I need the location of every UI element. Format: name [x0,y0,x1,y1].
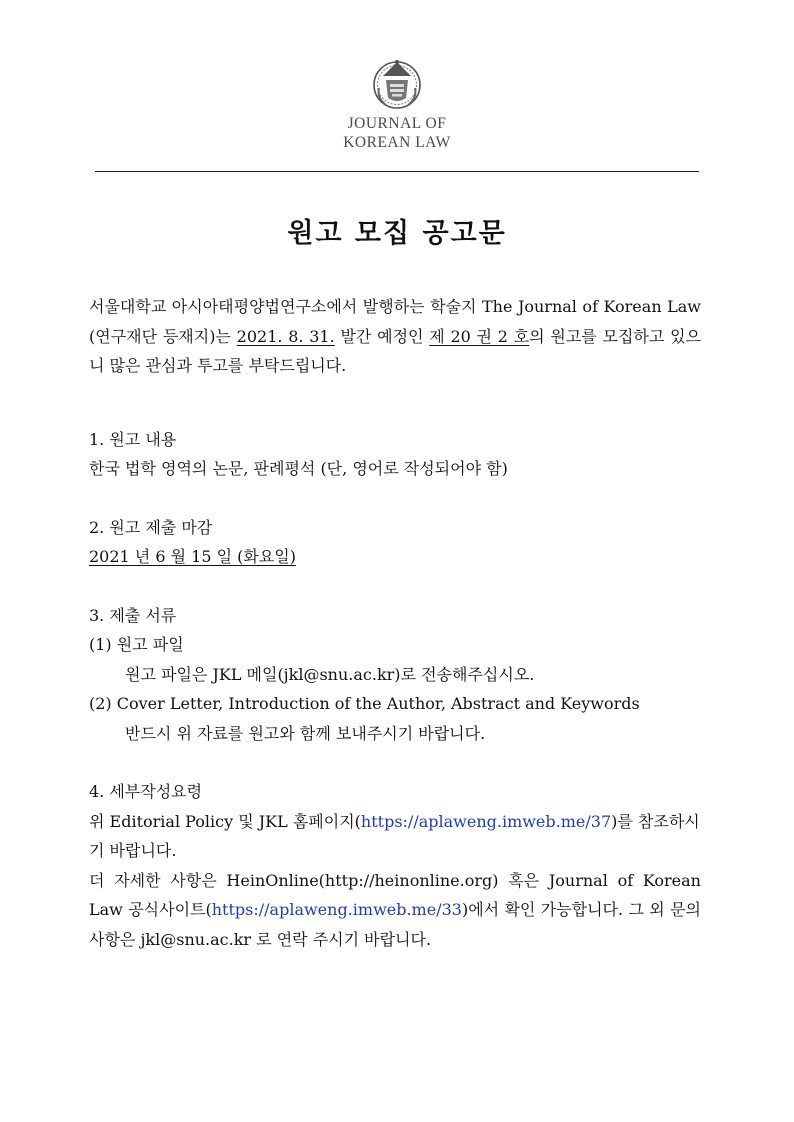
section-guidelines [89,777,701,866]
intro-text-2: 발간 예정인 [334,326,430,346]
guidelines-text-after: )를 참조하시기 바랍니다. [89,811,700,860]
guidelines-text [89,807,701,866]
section-documents [89,601,701,749]
issue-number: 제 20 권 2 호 [429,326,530,346]
section-heading: 1. 원고 내용 [89,429,177,449]
document-item-label: (2) Cover Letter, Introduction of the Author, Abstract and Keywords [89,694,640,713]
journal-name-line1: JOURNAL OF [347,115,447,132]
header-divider [95,171,699,172]
publication-date: 2021. 8. 31. [236,326,335,346]
closing-paragraph [89,866,701,955]
document-item-detail: 원고 파일은 JKL 메일(jkl@snu.ac.kr)로 전송해주십시오. [125,664,535,684]
journal-logo [0,58,794,152]
deadline-date: 2021 년 6 월 15 일 (화요일) [89,547,296,566]
seoul-national-university-seal-icon [371,58,423,110]
closing-text-1: 더 자세한 사항은 HeinOnline(http://heinonline.org) 혹은 Journal of Korean Law 공식사이트( [89,870,701,919]
homepage-link[interactable]: https://aplaweng.imweb.me/37 [360,811,612,831]
section-heading: 4. 세부작성요령 [89,782,203,801]
page-title: 원고 모집 공고문 [287,218,507,249]
notice-body [89,292,701,954]
official-site-link[interactable]: https://aplaweng.imweb.me/33 [211,900,462,919]
section-heading: 3. 제출 서류 [89,605,177,625]
section-content-type [89,425,701,484]
section-body: 한국 법학 영역의 논문, 판례평석 (단, 영어로 작성되어야 함) [89,459,508,478]
document-item-label: (1) 원고 파일 [89,635,184,654]
guidelines-text-before: 위 Editorial Policy 및 JKL 홈페이지( [89,811,361,831]
closing-text-2: )에서 확인 가능합니다. 그 외 문의사항은 jkl@snu.ac.kr 로 연락 주시기 바랍니다. [89,900,702,949]
intro-text-1: 서울대학교 아시아태평양법연구소에서 발행하는 학술지 The Journal of Korean Law (연구재단 등재지)는 [89,297,701,346]
section-deadline [89,513,701,572]
journal-name [0,114,794,152]
intro-paragraph [89,292,701,381]
section-heading: 2. 원고 제출 마감 [89,517,213,537]
document-item-detail: 반드시 위 자료를 원고와 함께 보내주시기 바랍니다. [125,723,486,743]
journal-name-line2: KOREAN LAW [343,134,451,151]
intro-text-3: 의 원고를 모집하고 있으니 많은 관심과 투고를 부탁드립니다. [89,326,701,375]
